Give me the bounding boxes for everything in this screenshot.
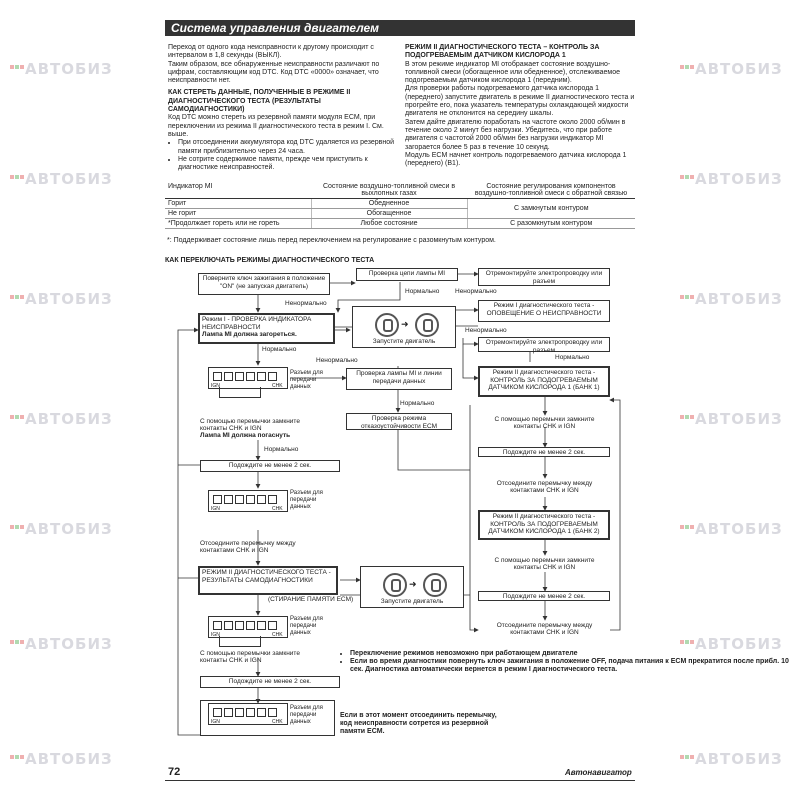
right-text-column xyxy=(405,44,635,168)
ign-pin-label: IGN xyxy=(211,383,220,389)
arrow-right-icon: ➜ xyxy=(401,319,409,329)
table-cell: Любое состояние xyxy=(311,219,467,229)
connector-label: Разъем для передачи данных xyxy=(290,705,323,725)
connector-label: Разъем для передачи данных xyxy=(290,370,323,390)
mode2-o2-bank2-box xyxy=(478,510,610,540)
data-connector-drawing xyxy=(208,616,288,638)
repair-wiring-text: Отремонтируйте электропроводку или разъем xyxy=(485,270,603,285)
table-header: Состояние регулирования компонентов воздушно-топливной смеси с обратной связью xyxy=(467,182,635,199)
paragraph: Затем дайте двигателю поработать на частоте около 2000 об/мин в течение около 2 минут без нагрузки. Убедитесь, что при работе двигателя с частотой 2000 об/мин без нагрузки индикатор MI загорается более 5 раз в течение 10 секунд. xyxy=(405,118,626,151)
flow-notes xyxy=(340,650,800,674)
data-connector-drawing xyxy=(208,703,288,725)
paragraph: Для проверки работы подогреваемого датчика кислорода 1 (переднего) запустите двигатель в режиме II диагностического теста и прогрейте его, пока указатель температуры охлаждающей жидкости двигателя не отклонится на середину шкалы. xyxy=(405,85,635,118)
start-engine-panel xyxy=(360,566,464,608)
mi-status-table xyxy=(165,182,635,229)
publisher-name: Автонавигатор xyxy=(565,768,632,777)
key-icon xyxy=(375,313,399,337)
mode2-o2-bank1-text: Режим II диагностического теста - КОНТРОЛЬ ЗА ПОДОГРЕВАЕМЫМ ДАТЧИКОМ КИСЛОРОДА 1 (БАНК 1) xyxy=(488,369,600,391)
mode2-results-box xyxy=(198,566,338,595)
connector-label: Разъем для передачи данных xyxy=(290,616,323,636)
watermark: АВТОБИЗ xyxy=(10,410,113,428)
erase-memory-text: (СТИРАНИЕ ПАМЯТИ ECM) xyxy=(268,596,354,603)
jumper-open-text: Отсоедините перемычку между контактами CHK и IGN xyxy=(496,622,593,636)
table-row xyxy=(165,219,635,229)
label-normal: Нормально xyxy=(262,346,297,353)
start-engine-text: Запустите двигатель xyxy=(380,598,444,605)
table-cell: С разомкнутым контуром xyxy=(467,219,635,229)
wait-step-box xyxy=(200,460,340,472)
label-normal: Нормально xyxy=(400,400,435,407)
table-row xyxy=(165,199,635,209)
mode1-warning-text: Режим I диагностического теста - ОПОВЕЩЕНИЕ О НЕИСПРАВНОСТИ xyxy=(486,302,602,317)
watermark: АВТОБИЗ xyxy=(680,170,783,188)
wait-step-box xyxy=(478,447,610,457)
mode2-o2-bank1-box xyxy=(478,366,610,397)
watermark: АВТОБИЗ xyxy=(680,410,783,428)
section-heading: РЕЖИМ II ДИАГНОСТИЧЕСКОГО ТЕСТА – КОНТРОЛЬ ЗА ПОДОГРЕВАЕМЫМ ДАТЧИКОМ КИСЛОРОДА 1 xyxy=(405,44,600,60)
watermark: АВТОБИЗ xyxy=(10,520,113,538)
paragraph: Код DTC можно стереть из резервной памяти модуля ECM, при переключении из режима II диагностического теста в режим I. См. выше. xyxy=(168,114,384,138)
section-heading: КАК СТЕРЕТЬ ДАННЫЕ, ПОЛУЧЕННЫЕ В РЕЖИМЕ II ДИАГНОСТИЧЕСКОГО ТЕСТА (РЕЗУЛЬТАТЫ САМОДИАГНОСТИКИ) xyxy=(168,89,351,114)
paragraph: В этом режиме индикатор MI отображает состояние воздушно-топливной смеси (обогащенное или обедненное), отслеживаемое подогреваемым датчиком кислорода 1 (передним). xyxy=(405,60,621,85)
table-cell: Не горит xyxy=(165,209,311,219)
connector-label: Разъем для передачи данных xyxy=(290,490,323,510)
watermark: АВТОБИЗ xyxy=(10,60,113,78)
mode1-check-box xyxy=(198,313,335,344)
label-normal: Нормально xyxy=(264,446,299,453)
table-cell: *Продолжает гореть или не гореть xyxy=(165,219,311,229)
jumper-close-text: С помощью перемычки замкните контакты CHK и IGN xyxy=(494,557,595,571)
watermark: АВТОБИЗ xyxy=(10,635,113,653)
note-item: • Переключение режимов невозможно при работающем двигателе xyxy=(350,650,800,658)
watermark: АВТОБИЗ xyxy=(680,290,783,308)
jumper-close-text: С помощью перемычки замкните контакты CHK и IGN xyxy=(200,418,300,432)
page-number: 72 xyxy=(168,766,181,778)
wait-step-text: Подождите не менее 2 сек. xyxy=(502,449,586,456)
data-connector-drawing xyxy=(208,367,288,389)
mode1-check-title: Режим I - ПРОВЕРКА ИНДИКАТОРА НЕИСПРАВНОСТИ xyxy=(202,316,312,331)
bullet-item: • При отсоединении аккумулятора код DTC удаляется из резервной памяти приблизительно через 24 часа. xyxy=(178,139,396,156)
table-footnote: *: Поддерживает состояние лишь перед переключением на регулирование с разомкнутым контуром. xyxy=(167,237,496,244)
table-cell: С замкнутым контуром xyxy=(467,199,635,219)
page-header: Система управления двигателем xyxy=(165,20,635,36)
wait-step-box xyxy=(200,676,340,688)
watermark: АВТОБИЗ xyxy=(10,750,113,768)
chk-pin-label: CHK xyxy=(272,383,283,389)
label-normal: Нормально xyxy=(555,354,590,361)
jumper-close-text: С помощью перемычки замкните контакты CHK и IGN xyxy=(200,650,300,664)
start-engine-text: Запустите двигатель xyxy=(372,338,436,345)
mode1-check-note: Лампа MI должна загореться. xyxy=(202,331,297,338)
wait-step-text: Подождите не менее 2 сек. xyxy=(228,678,312,685)
chk-pin-label: CHK xyxy=(272,632,283,638)
watermark: АВТОБИЗ xyxy=(10,170,113,188)
label-normal: Нормально xyxy=(405,288,440,295)
arrow-right-icon: ➜ xyxy=(409,579,417,589)
ign-pin-label: IGN xyxy=(211,719,220,725)
table-cell: Обедненное xyxy=(311,199,467,209)
jumper-open-text: Отсоедините перемычку между контактами CHK и IGN xyxy=(496,480,593,494)
mode2-results-text: РЕЖИМ II ДИАГНОСТИЧЕСКОГО ТЕСТА - РЕЗУЛЬТАТЫ САМОДИАГНОСТИКИ xyxy=(202,569,331,584)
label-abnormal: Ненормально xyxy=(285,300,327,307)
repair-wiring-text: Отремонтируйте электропроводку или разъем xyxy=(485,339,603,354)
key-icon xyxy=(423,573,447,597)
label-abnormal: Ненормально xyxy=(316,357,358,364)
label-abnormal: Ненормально xyxy=(455,288,497,295)
flow-section-title: КАК ПЕРЕКЛЮЧАТЬ РЕЖИМЫ ДИАГНОСТИЧЕСКОГО ТЕСТА xyxy=(165,257,375,264)
erase-note: Если в этот момент отсоединить перемычку, код неисправности сотрется из резервной памяти ECM. xyxy=(340,712,497,735)
left-text-column xyxy=(168,44,396,172)
chk-pin-label: CHK xyxy=(272,506,283,512)
check-ecm-fail-text: Проверка режима отказоустойчивости ECM xyxy=(360,415,438,430)
wait-step-text: Подождите не менее 2 сек. xyxy=(228,462,312,469)
start-step-box xyxy=(198,273,330,295)
wait-step-box xyxy=(478,591,610,601)
watermark: АВТОБИЗ xyxy=(680,60,783,78)
check-mi-circuit-text: Проверка цепи лампы MI xyxy=(368,270,446,277)
mode1-warning-box xyxy=(478,300,610,322)
paragraph: Модуль ECM начнет контроль подогреваемого датчика кислорода 1 (переднего) (B1). xyxy=(405,151,627,168)
label-abnormal: Ненормально xyxy=(465,327,507,334)
start-step-text: Поверните ключ зажигания в положение "ON" (не запуская двигатель) xyxy=(202,275,326,290)
note-item: • Если во время диагностики повернуть ключ зажигания в положение OFF, подача питания к ECM прекратится после прибл. 10 сек. Диагностика автоматически вернется в режим I диагностического теста. xyxy=(350,658,800,674)
table-header: Состояние воздушно-топливной смеси в выхлопных газах xyxy=(311,182,467,199)
start-engine-panel xyxy=(352,306,456,348)
jumper-open-text: Отсоедините перемычку между контактами CHK и IGN xyxy=(200,540,296,554)
footer-rule xyxy=(165,780,635,781)
table-cell: Обогащенное xyxy=(311,209,467,219)
watermark: АВТОБИЗ xyxy=(680,635,783,653)
check-mi-circuit-box xyxy=(356,268,458,281)
check-mi-line-text: Проверка лампы MI и линии передачи данных xyxy=(356,370,442,385)
wait-step-text: Подождите не менее 2 сек. xyxy=(502,593,586,600)
key-icon xyxy=(383,573,407,597)
ign-pin-label: IGN xyxy=(211,506,220,512)
paragraph: Таким образом, все обнаруженные неисправности различают по цифрам, составляющим код DTC. Код DTC «0000» означает, что неисправности нет. xyxy=(168,60,380,85)
mi-off-note: Лампа MI должна погаснуть xyxy=(200,432,291,439)
table-cell: Горит xyxy=(165,199,311,209)
table-header: Индикатор MI xyxy=(165,182,311,199)
key-icon xyxy=(415,313,439,337)
ign-pin-label: IGN xyxy=(211,632,220,638)
watermark: АВТОБИЗ xyxy=(680,520,783,538)
data-connector-drawing xyxy=(208,490,288,512)
repair-wiring-box xyxy=(478,337,610,352)
watermark: АВТОБИЗ xyxy=(680,750,783,768)
chk-pin-label: CHK xyxy=(272,719,283,725)
mode2-o2-bank2-text: Режим II диагностического теста - КОНТРОЛЬ ЗА ПОДОГРЕВАЕМЫМ ДАТЧИКОМ КИСЛОРОДА 1 (БАНК 2) xyxy=(488,513,600,535)
watermark: АВТОБИЗ xyxy=(10,290,113,308)
check-ecm-fail-box xyxy=(346,413,452,430)
paragraph: Переход от одного кода неисправности к другому происходит с интервалом в 1,8 секунды (ВЫКЛ). xyxy=(168,44,374,60)
bullet-item: • Не сотрите содержимое памяти, прежде чем приступить к диагностике неисправностей. xyxy=(178,156,396,173)
check-mi-line-box xyxy=(346,368,452,390)
repair-wiring-box xyxy=(478,268,610,286)
jumper-close-text: С помощью перемычки замкните контакты CHK и IGN xyxy=(494,416,595,430)
